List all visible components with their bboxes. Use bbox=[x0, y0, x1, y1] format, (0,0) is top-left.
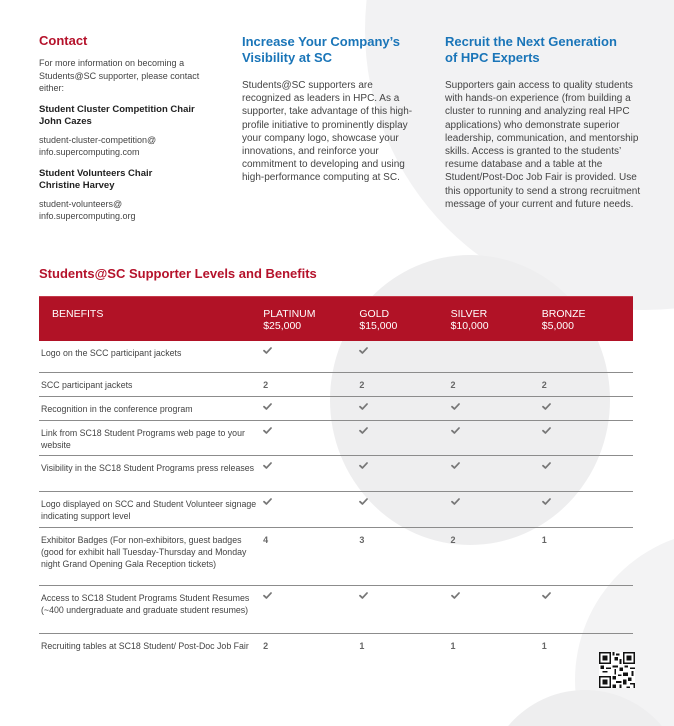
benefit-label: Visibility in the SC18 Student Programs press releases bbox=[41, 463, 255, 473]
tier-price: $10,000 bbox=[450, 320, 489, 332]
checkmark-icon bbox=[263, 592, 272, 601]
cell-gold: 3 bbox=[359, 535, 365, 545]
benefit-label: Recognition in the conference program bbox=[41, 404, 193, 414]
contact-email-link[interactable] bbox=[39, 198, 219, 223]
tier-name: SILVER bbox=[450, 308, 488, 320]
recruit-heading bbox=[445, 34, 645, 66]
tier-name: BRONZE bbox=[541, 308, 586, 320]
table-row bbox=[39, 492, 633, 528]
cell-gold bbox=[359, 397, 450, 420]
tier-name: GOLD bbox=[359, 308, 390, 320]
checkmark-icon bbox=[542, 427, 551, 436]
cell-bronze: 1 bbox=[541, 641, 547, 651]
cell-silver bbox=[451, 341, 542, 372]
header-tier-bronze bbox=[542, 308, 633, 341]
contact-card bbox=[39, 168, 219, 223]
contact-name: John Cazes bbox=[39, 116, 92, 127]
checkmark-icon bbox=[451, 498, 460, 507]
cell-bronze bbox=[542, 341, 633, 372]
benefit-label: Logo on the SCC participant jackets bbox=[41, 348, 182, 358]
table-row bbox=[39, 528, 633, 586]
levels-title: Students@SC Supporter Levels and Benefits bbox=[39, 266, 317, 281]
qr-code-icon bbox=[599, 652, 635, 688]
checkmark-icon bbox=[359, 427, 368, 436]
cell-silver bbox=[451, 397, 542, 420]
tier-price: $25,000 bbox=[263, 320, 302, 332]
cell-platinum: 2 bbox=[263, 380, 269, 390]
checkmark-icon bbox=[542, 403, 551, 412]
header-tier-silver bbox=[451, 308, 542, 341]
cell-gold: 2 bbox=[359, 380, 365, 390]
email-line: info.supercomputing.com bbox=[39, 147, 140, 157]
table-row bbox=[39, 634, 633, 674]
cell-silver: 1 bbox=[450, 641, 456, 651]
checkmark-icon bbox=[542, 592, 551, 601]
checkmark-icon bbox=[263, 462, 272, 471]
header-tier-gold bbox=[359, 308, 450, 341]
contact-section bbox=[39, 33, 219, 223]
heading-line: of HPC Experts bbox=[445, 50, 540, 65]
table-row bbox=[39, 373, 633, 397]
checkmark-icon bbox=[451, 427, 460, 436]
checkmark-icon bbox=[542, 498, 551, 507]
checkmark-icon bbox=[542, 462, 551, 471]
levels-table bbox=[39, 296, 633, 674]
table-body bbox=[39, 341, 633, 674]
cell-platinum: 4 bbox=[263, 535, 269, 545]
cell-bronze bbox=[542, 421, 633, 455]
checkmark-icon bbox=[263, 347, 272, 356]
header-tier-platinum bbox=[263, 308, 359, 341]
cell-platinum bbox=[263, 421, 359, 455]
visibility-heading bbox=[242, 34, 422, 66]
cell-gold bbox=[359, 586, 450, 633]
checkmark-icon bbox=[263, 427, 272, 436]
visibility-section bbox=[242, 34, 422, 185]
cell-bronze: 2 bbox=[541, 380, 547, 390]
table-row bbox=[39, 421, 633, 456]
cell-gold bbox=[359, 456, 450, 491]
benefit-label: Access to SC18 Student Programs Student Resumes (~400 undergraduate and graduate student resumes) bbox=[41, 593, 250, 615]
contact-email-link[interactable] bbox=[39, 134, 219, 159]
recruit-section bbox=[445, 34, 645, 211]
checkmark-icon bbox=[359, 498, 368, 507]
heading-line: Increase Your Company’s bbox=[242, 34, 400, 49]
cell-gold: 1 bbox=[359, 641, 365, 651]
checkmark-icon bbox=[263, 403, 272, 412]
cell-silver bbox=[451, 586, 542, 633]
cell-gold bbox=[359, 421, 450, 455]
cell-silver bbox=[451, 456, 542, 491]
contact-name: Christine Harvey bbox=[39, 180, 115, 191]
cell-platinum bbox=[263, 586, 359, 633]
cell-bronze bbox=[542, 492, 633, 527]
visibility-body: Students@SC supporters are recognized as leaders in HPC. As a supporter, take advantage of this high-profile initiative to prominently display your company logo, showcase your innovations, and reinforce your commitment to developing and using high-performance computing at SC. bbox=[242, 80, 413, 184]
cell-bronze: 1 bbox=[541, 535, 547, 545]
cell-platinum bbox=[263, 341, 359, 372]
checkmark-icon bbox=[451, 592, 460, 601]
benefit-label: Recruiting tables at SC18 Student/ Post-Doc Job Fair bbox=[41, 641, 249, 651]
email-line: student-cluster-competition@ bbox=[39, 134, 157, 145]
checkmark-icon bbox=[359, 347, 368, 356]
table-row bbox=[39, 397, 633, 421]
checkmark-icon bbox=[451, 462, 460, 471]
checkmark-icon bbox=[359, 403, 368, 412]
benefit-label: Exhibitor Badges (For non-exhibitors, guest badges (good for exhibit hall Tuesday-Thursday and Monday night Grand Opening Gala Reception tickets) bbox=[41, 535, 247, 569]
cell-silver bbox=[451, 421, 542, 455]
cell-platinum: 2 bbox=[263, 641, 269, 651]
tier-name: PLATINUM bbox=[263, 308, 316, 320]
checkmark-icon bbox=[263, 498, 272, 507]
benefit-label: SCC participant jackets bbox=[41, 380, 133, 390]
cell-bronze bbox=[542, 586, 633, 633]
table-row bbox=[39, 341, 633, 373]
cell-bronze bbox=[542, 397, 633, 420]
benefit-label: Logo displayed on SCC and Student Volunteer signage indicating support level bbox=[41, 499, 257, 521]
benefit-label: Link from SC18 Student Programs web page to your website bbox=[41, 428, 245, 450]
heading-line: Recruit the Next Generation bbox=[445, 34, 617, 49]
header-benefits: BENEFITS bbox=[52, 308, 104, 320]
cell-platinum bbox=[263, 397, 359, 420]
table-row bbox=[39, 456, 633, 492]
table-row bbox=[39, 586, 633, 634]
cell-gold bbox=[359, 492, 450, 527]
tier-price: $15,000 bbox=[359, 320, 398, 332]
contact-heading: Contact bbox=[39, 33, 88, 48]
table-header bbox=[39, 296, 633, 341]
cell-gold bbox=[359, 341, 450, 372]
cell-silver bbox=[451, 492, 542, 527]
cell-bronze bbox=[542, 456, 633, 491]
checkmark-icon bbox=[359, 462, 368, 471]
cell-silver: 2 bbox=[450, 380, 456, 390]
heading-line: Visibility at SC bbox=[242, 50, 333, 65]
checkmark-icon bbox=[359, 592, 368, 601]
tier-price: $5,000 bbox=[541, 320, 574, 332]
cell-platinum bbox=[263, 492, 359, 527]
contact-intro: For more information on becoming a Students@SC supporter, please contact either: bbox=[39, 58, 200, 93]
email-line: student-volunteers@ bbox=[39, 198, 123, 209]
contact-role: Student Cluster Competition Chair bbox=[39, 103, 195, 115]
checkmark-icon bbox=[451, 403, 460, 412]
recruit-body: Supporters gain access to quality students with hands-on experience (from building a cluster to running and analyzing real HPC applications) who demonstrate superior leadership, communication, and mentorship skills. Access is granted to the students’ resume database and a table at the Student/Post-Doc Job Fair is provided. Use this opportunity to send a strong recruitment message of your current and future needs. bbox=[445, 80, 641, 210]
cell-platinum bbox=[263, 456, 359, 491]
contact-role: Student Volunteers Chair bbox=[39, 167, 153, 179]
email-line: info.supercomputing.org bbox=[39, 211, 136, 221]
contact-card bbox=[39, 104, 219, 159]
cell-silver: 2 bbox=[450, 535, 456, 545]
